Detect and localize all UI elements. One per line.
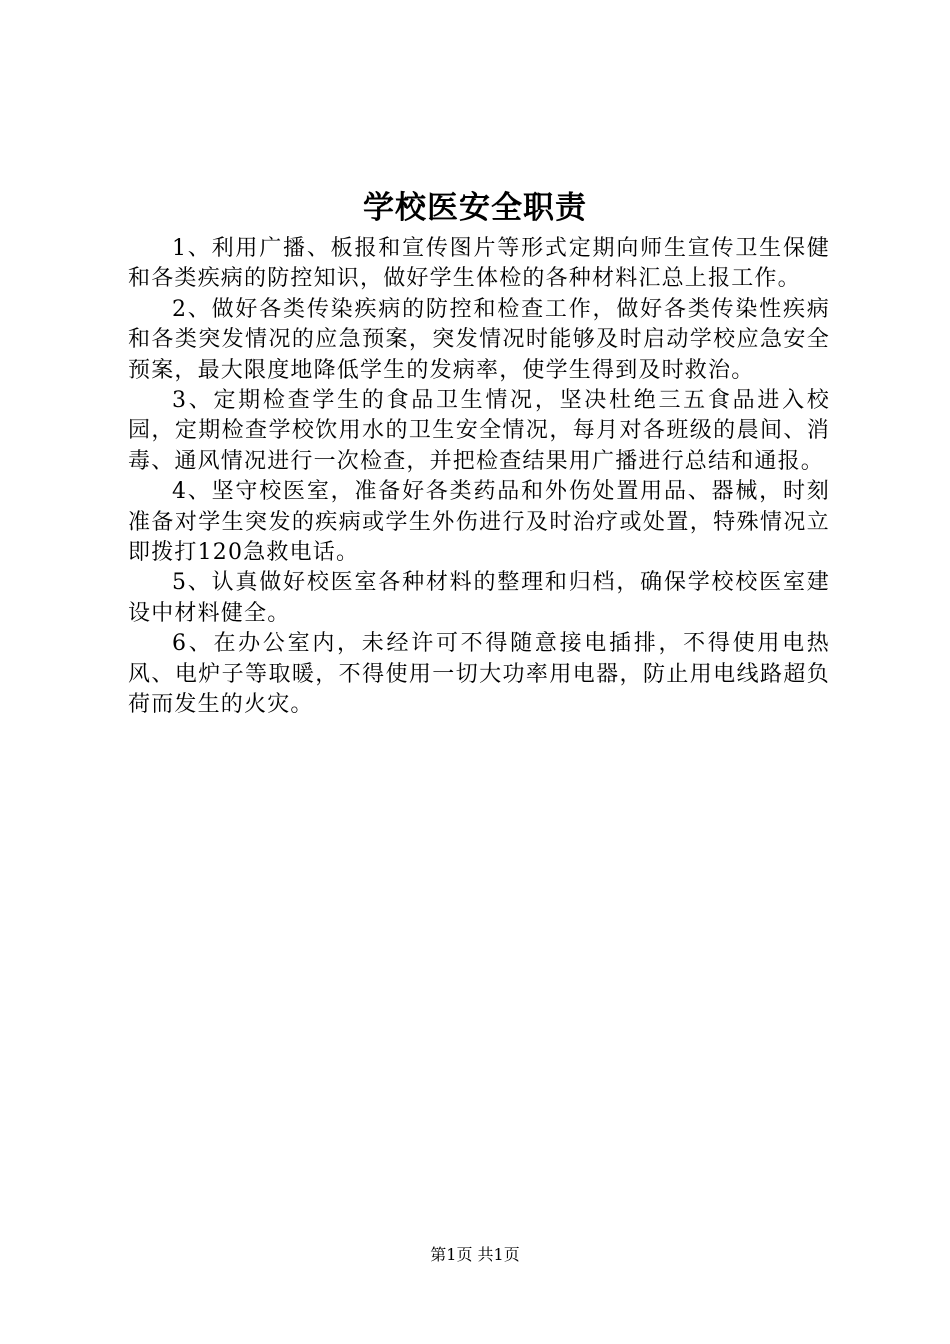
paragraph-5: 5、认真做好校医室各种材料的整理和归档，确保学校校医室建设中材料健全。 — [128, 570, 830, 626]
paragraph-3: 3、定期检查学生的食品卫生情况，坚决杜绝三五食品进入校园，定期检查学校饮用水的卫生安全情况，每月对各班级的晨间、消毒、通风情况进行一次检查，并把检查结果用广播进行总结和通报。 — [128, 388, 830, 474]
page-footer: 第1页 共1页 — [430, 1245, 520, 1264]
document-body — [128, 234, 830, 721]
paragraph-6: 6、在办公室内，未经许可不得随意接电插排，不得使用电热风、电炉子等取暖，不得使用一切大功率用电器，防止用电线路超负荷而发生的火灾。 — [128, 631, 830, 718]
document-title: 学校医安全职责 — [363, 190, 587, 226]
paragraph-1: 1、利用广播、板报和宣传图片等形式定期向师生宣传卫生保健和各类疾病的防控知识，做好学生体检的各种材料汇总上报工作。 — [128, 236, 830, 292]
paragraph-2: 2、做好各类传染疾病的防控和检查工作，做好各类传染性疾病和各类突发情况的应急预案，突发情况时能够及时启动学校应急安全预案，最大限度地降低学生的发病率，使学生得到及时救治。 — [128, 296, 830, 383]
paragraph-4: 4、坚守校医室，准备好各类药品和外伤处置用品、器械，时刻准备对学生突发的疾病或学生外伤进行及时治疗或处置，特殊情况立即拨打120急救电话。 — [128, 479, 830, 566]
